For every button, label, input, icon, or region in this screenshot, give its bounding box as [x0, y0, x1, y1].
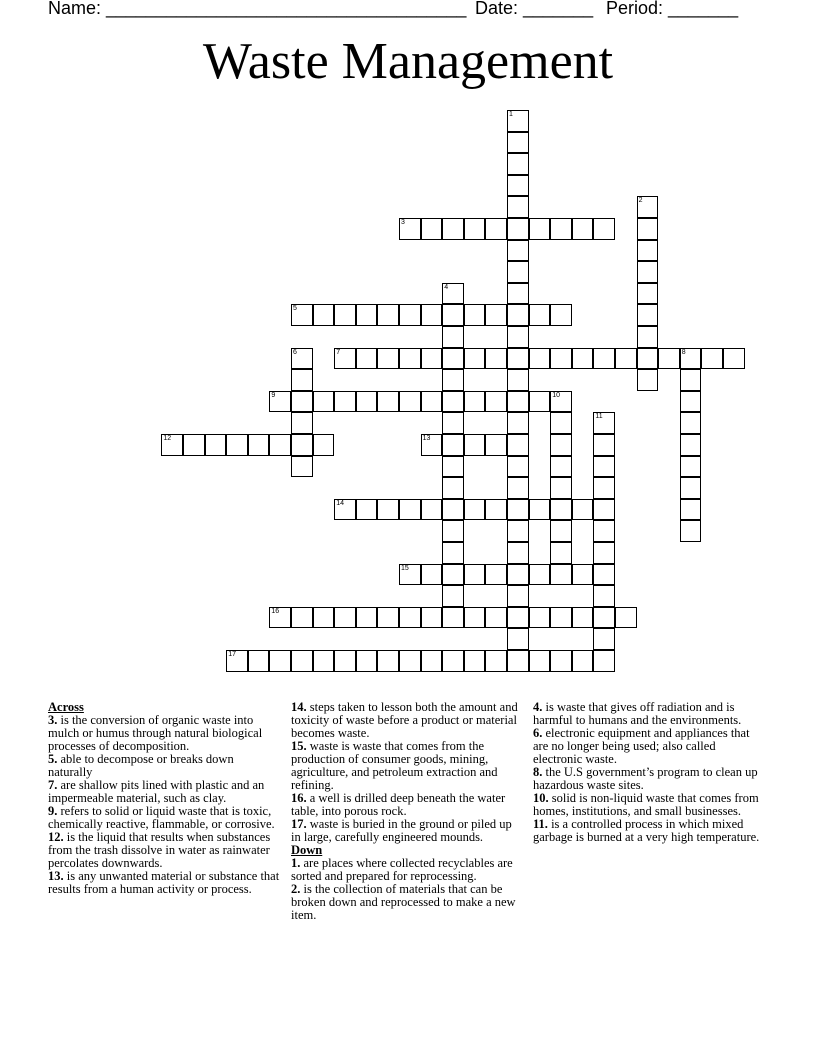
clue-number-label: 10.	[533, 791, 549, 805]
clue-number: 1	[509, 111, 513, 118]
crossword-cell[interactable]	[507, 240, 529, 262]
crossword-cell[interactable]	[356, 348, 378, 370]
crossword-cell[interactable]	[377, 304, 399, 326]
crossword-cell[interactable]	[637, 261, 659, 283]
clue-item	[291, 740, 523, 792]
clue-number: 6	[293, 348, 297, 356]
crossword-cell[interactable]	[593, 218, 615, 240]
clue-item	[533, 727, 765, 766]
clue-number-label: 14.	[291, 700, 307, 714]
crossword-cell[interactable]	[637, 218, 659, 240]
crossword-cell[interactable]	[442, 326, 464, 348]
crossword-cell[interactable]	[334, 650, 356, 672]
crossword-cell[interactable]	[269, 607, 291, 629]
clue-item	[48, 714, 280, 753]
crossword-cell[interactable]	[507, 477, 529, 499]
crossword-cell[interactable]	[529, 304, 551, 326]
crossword-cell[interactable]	[485, 391, 507, 413]
crossword-cell[interactable]	[507, 326, 529, 348]
crossword-cell[interactable]	[485, 218, 507, 240]
crossword-cell[interactable]	[205, 434, 227, 456]
crossword-cell[interactable]	[485, 434, 507, 456]
clue-item	[291, 701, 523, 740]
crossword-cell[interactable]	[637, 283, 659, 305]
crossword-cell[interactable]	[442, 348, 464, 370]
crossword-cell[interactable]	[637, 240, 659, 262]
clue-number: 9	[271, 391, 276, 399]
crossword-cell[interactable]	[529, 650, 551, 672]
crossword-cell[interactable]	[593, 520, 615, 542]
clue-text: waste is waste that comes from the production of consumer goods, mining, agriculture, and petroleum extraction and refining.	[291, 739, 498, 792]
clue-number: 14	[336, 499, 344, 507]
clue-column-2	[291, 701, 523, 922]
clue-number: 16	[271, 607, 280, 615]
crossword-cell[interactable]	[593, 434, 615, 456]
clue-number-label: 4.	[533, 700, 543, 714]
crossword-cell[interactable]	[485, 607, 507, 629]
crossword-cell[interactable]	[464, 650, 486, 672]
crossword-cell[interactable]	[377, 391, 399, 413]
crossword-cell[interactable]	[507, 650, 529, 672]
crossword-cell[interactable]	[442, 650, 464, 672]
crossword-cell[interactable]	[226, 650, 248, 672]
crossword-cell[interactable]	[507, 628, 529, 650]
crossword-cell[interactable]	[399, 650, 421, 672]
clue-item	[533, 766, 765, 792]
crossword-cell[interactable]	[161, 434, 183, 456]
crossword-cell[interactable]	[550, 499, 572, 521]
crossword-cell[interactable]	[593, 499, 615, 521]
crossword-cell[interactable]	[421, 607, 443, 629]
crossword-cell[interactable]	[701, 348, 723, 370]
crossword-cell[interactable]	[377, 348, 399, 370]
crossword-cell[interactable]	[572, 218, 594, 240]
crossword-cell[interactable]	[356, 650, 378, 672]
crossword-cell[interactable]	[550, 456, 572, 478]
crossword-cell[interactable]	[399, 348, 421, 370]
crossword-cell[interactable]	[442, 477, 464, 499]
crossword-cell[interactable]	[529, 218, 551, 240]
crossword-cell[interactable]	[615, 607, 637, 629]
crossword-cell[interactable]	[507, 369, 529, 391]
crossword-cell[interactable]	[550, 542, 572, 564]
clue-number-label: 6.	[533, 726, 543, 740]
crossword-cell[interactable]	[572, 499, 594, 521]
clue-text: is the collection of materials that can be broken down and reprocessed to make a new item.	[291, 882, 516, 922]
down-heading: Down	[291, 843, 323, 857]
crossword-cell[interactable]	[507, 585, 529, 607]
crossword-cell[interactable]	[615, 348, 637, 370]
clue-text: is any unwanted material or substance that results from a human activity or process.	[48, 869, 280, 896]
crossword-cell[interactable]	[269, 391, 291, 413]
clue-number: 5	[293, 305, 297, 313]
crossword-cell[interactable]	[550, 391, 572, 413]
period-field[interactable]: Period: _______	[606, 0, 739, 18]
crossword-cell[interactable]	[550, 304, 572, 326]
across-heading: Across	[48, 700, 84, 714]
clue-number: 13	[422, 435, 431, 442]
clue-column-3	[533, 701, 765, 844]
crossword-cell[interactable]	[550, 607, 572, 629]
crossword-cell[interactable]	[485, 564, 507, 586]
crossword-cell[interactable]	[507, 218, 529, 240]
crossword-cell[interactable]	[291, 650, 313, 672]
crossword-cell[interactable]	[507, 132, 529, 154]
crossword-cell[interactable]	[377, 650, 399, 672]
crossword-cell[interactable]	[442, 499, 464, 521]
crossword-cell[interactable]	[464, 499, 486, 521]
crossword-cell[interactable]	[442, 218, 464, 240]
crossword-cell[interactable]	[658, 348, 680, 370]
crossword-cell[interactable]	[421, 391, 443, 413]
clue-item	[48, 753, 280, 779]
crossword-cell[interactable]	[550, 564, 572, 586]
clue-text: are places where collected recyclables are sorted and prepared for reprocessing.	[291, 856, 513, 883]
crossword-cell[interactable]	[550, 520, 572, 542]
crossword-cell[interactable]	[572, 650, 594, 672]
clue-text: able to decompose or breaks down naturally	[48, 752, 234, 779]
crossword-cell[interactable]	[356, 304, 378, 326]
crossword-cell[interactable]	[356, 499, 378, 521]
crossword-cell[interactable]	[507, 564, 529, 586]
clue-number-label: 15.	[291, 739, 307, 753]
crossword-cell[interactable]	[269, 434, 291, 456]
crossword-cell[interactable]	[291, 412, 313, 434]
crossword-cell[interactable]	[637, 196, 659, 218]
clue-number-label: 17.	[291, 817, 307, 831]
crossword-cell[interactable]	[680, 348, 702, 370]
clue-number: 2	[638, 197, 643, 205]
clue-number-label: 3.	[48, 713, 58, 727]
clue-number-label: 5.	[48, 752, 58, 766]
clue-number: 3	[401, 219, 405, 226]
crossword-cell[interactable]	[593, 542, 615, 564]
clue-number-label: 12.	[48, 830, 64, 844]
crossword-cell[interactable]	[507, 175, 529, 197]
clue-text: electronic equipment and appliances that are no longer being used; also called electronic waste.	[533, 726, 750, 766]
crossword-cell[interactable]	[485, 650, 507, 672]
crossword-cell[interactable]	[313, 304, 335, 326]
crossword-cell[interactable]	[334, 607, 356, 629]
crossword-cell[interactable]	[183, 434, 205, 456]
crossword-cell[interactable]	[248, 434, 270, 456]
clue-number: 4	[444, 283, 449, 291]
clue-number-label: 11.	[533, 817, 548, 831]
clue-number-label: 2.	[291, 882, 301, 896]
clue-number-label: 8.	[533, 765, 543, 779]
crossword-cell[interactable]	[442, 412, 464, 434]
clue-text: steps taken to lesson both the amount and toxicity of waste before a product or material becomes waste.	[291, 700, 518, 740]
across-clue-list	[48, 714, 280, 896]
crossword-cell[interactable]	[485, 304, 507, 326]
crossword-cell[interactable]	[464, 304, 486, 326]
crossword-cell[interactable]	[399, 564, 421, 586]
clue-item	[533, 701, 765, 727]
crossword-cell[interactable]	[442, 607, 464, 629]
crossword-cell[interactable]	[593, 477, 615, 499]
crossword-cell[interactable]	[507, 110, 529, 132]
clue-item	[291, 857, 523, 883]
crossword-cell[interactable]	[680, 456, 702, 478]
crossword-cell[interactable]	[442, 283, 464, 305]
crossword-cell[interactable]	[464, 607, 486, 629]
clue-text: is a controlled process in which mixed garbage is burned at a very high temperature.	[533, 817, 760, 844]
crossword-cell[interactable]	[269, 650, 291, 672]
crossword-cell[interactable]	[464, 218, 486, 240]
clue-number-label: 9.	[48, 804, 58, 818]
crossword-cell[interactable]	[529, 499, 551, 521]
clue-item	[48, 779, 280, 805]
crossword-cell[interactable]	[485, 499, 507, 521]
crossword-cell[interactable]	[442, 304, 464, 326]
crossword-cell[interactable]	[313, 434, 335, 456]
crossword-cell[interactable]	[637, 369, 659, 391]
crossword-cell[interactable]	[421, 348, 443, 370]
crossword-cell[interactable]	[593, 564, 615, 586]
clue-item	[48, 870, 280, 896]
crossword-cell[interactable]	[421, 434, 443, 456]
crossword-cell[interactable]	[572, 607, 594, 629]
down-clue-list-continued	[533, 701, 765, 844]
crossword-cell[interactable]	[399, 391, 421, 413]
clue-number: 15	[401, 564, 409, 572]
crossword-cell[interactable]	[593, 348, 615, 370]
crossword-cell[interactable]	[550, 434, 572, 456]
crossword-cell[interactable]	[291, 434, 313, 456]
crossword-cell[interactable]	[680, 412, 702, 434]
clue-text: the U.S government’s program to clean up hazardous waste sites.	[533, 765, 758, 792]
crossword-cell[interactable]	[334, 304, 356, 326]
crossword-cell[interactable]	[464, 434, 486, 456]
crossword-cell[interactable]	[507, 261, 529, 283]
crossword-cell[interactable]	[464, 391, 486, 413]
clue-item	[291, 883, 523, 922]
crossword-cell[interactable]	[248, 650, 270, 672]
clue-text: is waste that gives off radiation and is harmful to humans and the environments.	[533, 700, 742, 727]
clue-item	[48, 831, 280, 870]
clue-number: 11	[595, 413, 603, 421]
crossword-cell[interactable]	[680, 477, 702, 499]
page-title: Waste Management	[202, 33, 614, 90]
crossword-cell[interactable]	[507, 283, 529, 305]
crossword-cell[interactable]	[550, 477, 572, 499]
clue-number: 12	[163, 435, 172, 442]
clue-number: 17	[228, 651, 236, 658]
crossword-cell[interactable]	[334, 499, 356, 521]
clue-item	[291, 792, 523, 818]
crossword-cell[interactable]	[421, 499, 443, 521]
crossword-cell[interactable]	[313, 650, 335, 672]
crossword-cell[interactable]	[593, 607, 615, 629]
crossword-cell[interactable]	[680, 499, 702, 521]
clue-text: waste is buried in the ground or piled up in large, carefully engineered mounds.	[291, 817, 512, 844]
clue-column-1	[48, 701, 280, 896]
clue-number: 10	[552, 391, 560, 399]
clue-text: is the conversion of organic waste into mulch or humus through natural biological processes of decomposition.	[48, 713, 263, 753]
crossword-cell[interactable]	[529, 607, 551, 629]
clue-number-label: 7.	[48, 778, 58, 792]
crossword-cell[interactable]	[421, 564, 443, 586]
crossword-cell[interactable]	[399, 218, 421, 240]
crossword-cell[interactable]	[507, 196, 529, 218]
crossword-cell[interactable]	[637, 348, 659, 370]
crossword-cell[interactable]	[356, 391, 378, 413]
crossword-cell[interactable]	[680, 391, 702, 413]
crossword-cell[interactable]	[399, 304, 421, 326]
crossword-cell[interactable]	[637, 326, 659, 348]
crossword-cell[interactable]	[442, 456, 464, 478]
crossword-cell[interactable]	[593, 412, 615, 434]
crossword-cell[interactable]	[507, 348, 529, 370]
clue-number: 7	[336, 348, 341, 356]
crossword-cell[interactable]	[550, 412, 572, 434]
crossword-cell[interactable]	[723, 348, 745, 370]
crossword-cell[interactable]	[507, 607, 529, 629]
crossword-cell[interactable]	[550, 218, 572, 240]
crossword-cell[interactable]	[507, 391, 529, 413]
crossword-cell[interactable]	[507, 304, 529, 326]
clue-number: 8	[681, 348, 686, 356]
crossword-cell[interactable]	[507, 412, 529, 434]
crossword-cell[interactable]	[507, 542, 529, 564]
crossword-cell[interactable]	[550, 348, 572, 370]
crossword-cell[interactable]	[593, 585, 615, 607]
crossword-cell[interactable]	[442, 585, 464, 607]
crossword-cell[interactable]	[680, 434, 702, 456]
crossword-cell[interactable]	[226, 434, 248, 456]
crossword-cell[interactable]	[442, 520, 464, 542]
crossword-cell[interactable]	[291, 391, 313, 413]
crossword-cell[interactable]	[334, 391, 356, 413]
crossword-cell[interactable]	[399, 607, 421, 629]
clue-item	[533, 792, 765, 818]
crossword-cell[interactable]	[485, 348, 507, 370]
crossword-cell[interactable]	[572, 348, 594, 370]
crossword-cell[interactable]	[377, 499, 399, 521]
clue-text: solid is non-liquid waste that comes from homes, institutions, and small businesses.	[533, 791, 759, 818]
crossword-cell[interactable]	[529, 564, 551, 586]
clue-text: a well is drilled deep beneath the water table, into porous rock.	[291, 791, 506, 818]
crossword-cell[interactable]	[507, 434, 529, 456]
crossword-cell[interactable]	[399, 499, 421, 521]
crossword-cell[interactable]	[356, 607, 378, 629]
crossword-cell[interactable]	[637, 304, 659, 326]
crossword-cell[interactable]	[334, 348, 356, 370]
crossword-cell[interactable]	[507, 456, 529, 478]
crossword-cell[interactable]	[442, 434, 464, 456]
crossword-cell[interactable]	[291, 369, 313, 391]
clue-item	[48, 805, 280, 831]
crossword-cell[interactable]	[421, 218, 443, 240]
name-field[interactable]: Name: ____________________________________	[48, 0, 467, 18]
clue-number-label: 1.	[291, 856, 301, 870]
crossword-cell[interactable]	[464, 564, 486, 586]
crossword-cell[interactable]	[507, 520, 529, 542]
crossword-cell[interactable]	[680, 369, 702, 391]
crossword-cell[interactable]	[442, 542, 464, 564]
crossword-cell[interactable]	[291, 456, 313, 478]
clue-item	[291, 818, 523, 844]
crossword-cell[interactable]	[507, 153, 529, 175]
crossword-cell[interactable]	[291, 304, 313, 326]
crossword-cell[interactable]	[291, 607, 313, 629]
crossword-cell[interactable]	[291, 348, 313, 370]
clue-number-label: 13.	[48, 869, 64, 883]
crossword-cell[interactable]	[421, 304, 443, 326]
crossword-cell[interactable]	[593, 456, 615, 478]
clue-text: refers to solid or liquid waste that is toxic, chemically reactive, flammable, or corrosive.	[48, 804, 275, 831]
clue-text: is the liquid that results when substances from the trash dissolve in water as rainwater percolates downwards.	[48, 830, 271, 870]
crossword-cell[interactable]	[313, 607, 335, 629]
across-clue-list-continued	[291, 701, 523, 844]
crossword-cell[interactable]	[680, 520, 702, 542]
crossword-cell[interactable]	[529, 348, 551, 370]
crossword-cell[interactable]	[442, 369, 464, 391]
crossword-cell[interactable]	[313, 391, 335, 413]
crossword-cell[interactable]	[421, 650, 443, 672]
crossword-cell[interactable]	[529, 391, 551, 413]
crossword-cell[interactable]	[442, 391, 464, 413]
crossword-cell[interactable]	[507, 499, 529, 521]
date-field[interactable]: Date: _______	[475, 0, 594, 18]
down-clue-list	[291, 857, 523, 922]
crossword-cell[interactable]	[593, 628, 615, 650]
crossword-cell[interactable]	[442, 564, 464, 586]
clue-number-label: 16.	[291, 791, 307, 805]
clue-text: are shallow pits lined with plastic and an impermeable material, such as clay.	[48, 778, 265, 805]
clue-item	[533, 818, 765, 844]
crossword-cell[interactable]	[593, 650, 615, 672]
crossword-cell[interactable]	[550, 650, 572, 672]
crossword-cell[interactable]	[572, 564, 594, 586]
crossword-cell[interactable]	[464, 348, 486, 370]
crossword-cell[interactable]	[377, 607, 399, 629]
